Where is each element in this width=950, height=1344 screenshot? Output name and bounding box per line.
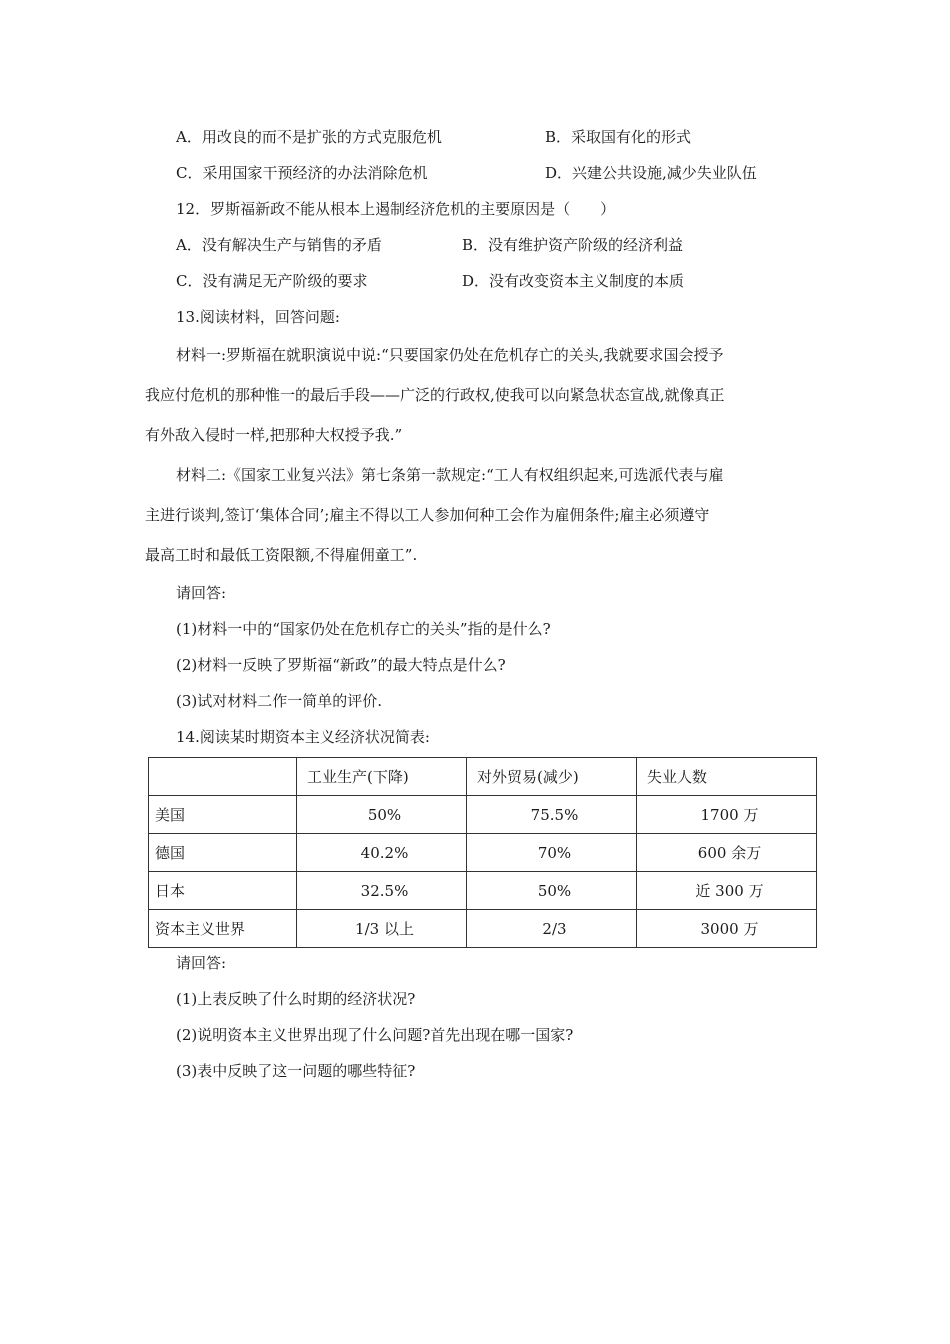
q14-prompt: 请回答: xyxy=(176,954,227,972)
table-cell: 600 余万 xyxy=(637,834,817,872)
table-row xyxy=(149,796,817,834)
q13-material1-line: 我应付危机的那种惟一的最后手段——广泛的行政权,使我可以向紧急状态宣战,就像真正 xyxy=(145,386,725,404)
table-header-cell: 失业人数 xyxy=(637,758,817,796)
table-cell: 75.5% xyxy=(467,796,637,834)
table-header-cell xyxy=(149,758,297,796)
q13-question: (1)材料一中的“国家仍处在危机存亡的关头”指的是什么? xyxy=(176,620,551,638)
q13-prompt: 请回答: xyxy=(176,584,227,602)
table-cell-country: 日本 xyxy=(149,872,297,910)
table-row xyxy=(149,910,817,948)
table-cell: 70% xyxy=(467,834,637,872)
q13-question: (3)试对材料二作一简单的评价. xyxy=(176,692,383,710)
table-cell: 50% xyxy=(467,872,637,910)
table-cell: 1/3 以上 xyxy=(297,910,467,948)
q13-stem: 13.阅读材料，回答问题: xyxy=(176,308,340,326)
table-row xyxy=(149,872,817,910)
q11-option-c: C．采用国家干预经济的办法消除危机 xyxy=(176,164,428,182)
q13-material1-line: 有外敌入侵时一样,把那种大权授予我.” xyxy=(145,426,403,444)
q11-option-a: A．用改良的而不是扩张的方式克服危机 xyxy=(176,128,442,146)
q14-question: (3)表中反映了这一问题的哪些特征? xyxy=(176,1062,416,1080)
table-header-cell: 对外贸易(减少) xyxy=(467,758,637,796)
table-header-row xyxy=(149,758,817,796)
economy-table xyxy=(148,757,817,948)
table-cell-country: 德国 xyxy=(149,834,297,872)
table-header-cell: 工业生产(下降) xyxy=(297,758,467,796)
q11-option-d: D．兴建公共设施,减少失业队伍 xyxy=(545,164,757,182)
q14-question: (1)上表反映了什么时期的经济状况? xyxy=(176,990,416,1008)
table-cell: 40.2% xyxy=(297,834,467,872)
table-cell: 近 300 万 xyxy=(637,872,817,910)
table-row xyxy=(149,834,817,872)
q13-material2-line: 最高工时和最低工资限额,不得雇佣童工”. xyxy=(145,546,418,564)
table-cell: 50% xyxy=(297,796,467,834)
table-cell: 2/3 xyxy=(467,910,637,948)
q14-stem: 14.阅读某时期资本主义经济状况简表: xyxy=(176,728,430,746)
q12-option-d: D．没有改变资本主义制度的本质 xyxy=(462,272,685,290)
q13-material1-line: 材料一:罗斯福在就职演说中说:“只要国家仍处在危机存亡的关头,我就要求国会授予 xyxy=(176,346,724,364)
q13-question: (2)材料一反映了罗斯福“新政”的最大特点是什么? xyxy=(176,656,506,674)
table-cell: 32.5% xyxy=(297,872,467,910)
table-cell-country: 美国 xyxy=(149,796,297,834)
table-cell: 3000 万 xyxy=(637,910,817,948)
q12-option-a: A．没有解决生产与销售的矛盾 xyxy=(176,236,382,254)
q11-option-b: B．采取国有化的形式 xyxy=(545,128,692,146)
q13-material2-line: 材料二:《国家工业复兴法》第七条第一款规定:“工人有权组织起来,可选派代表与雇 xyxy=(176,466,724,484)
table-cell-country: 资本主义世界 xyxy=(149,910,297,948)
table-cell: 1700 万 xyxy=(637,796,817,834)
q12-stem: 12．罗斯福新政不能从根本上遏制经济危机的主要原因是（ ） xyxy=(176,200,616,218)
q13-material2-line: 主进行谈判,签订‘集体合同’;雇主不得以工人参加何种工会作为雇佣条件;雇主必须遵守 xyxy=(145,506,710,524)
q12-option-c: C．没有满足无产阶级的要求 xyxy=(176,272,368,290)
q12-option-b: B．没有维护资产阶级的经济利益 xyxy=(462,236,684,254)
q14-question: (2)说明资本主义世界出现了什么问题?首先出现在哪一国家? xyxy=(176,1026,574,1044)
